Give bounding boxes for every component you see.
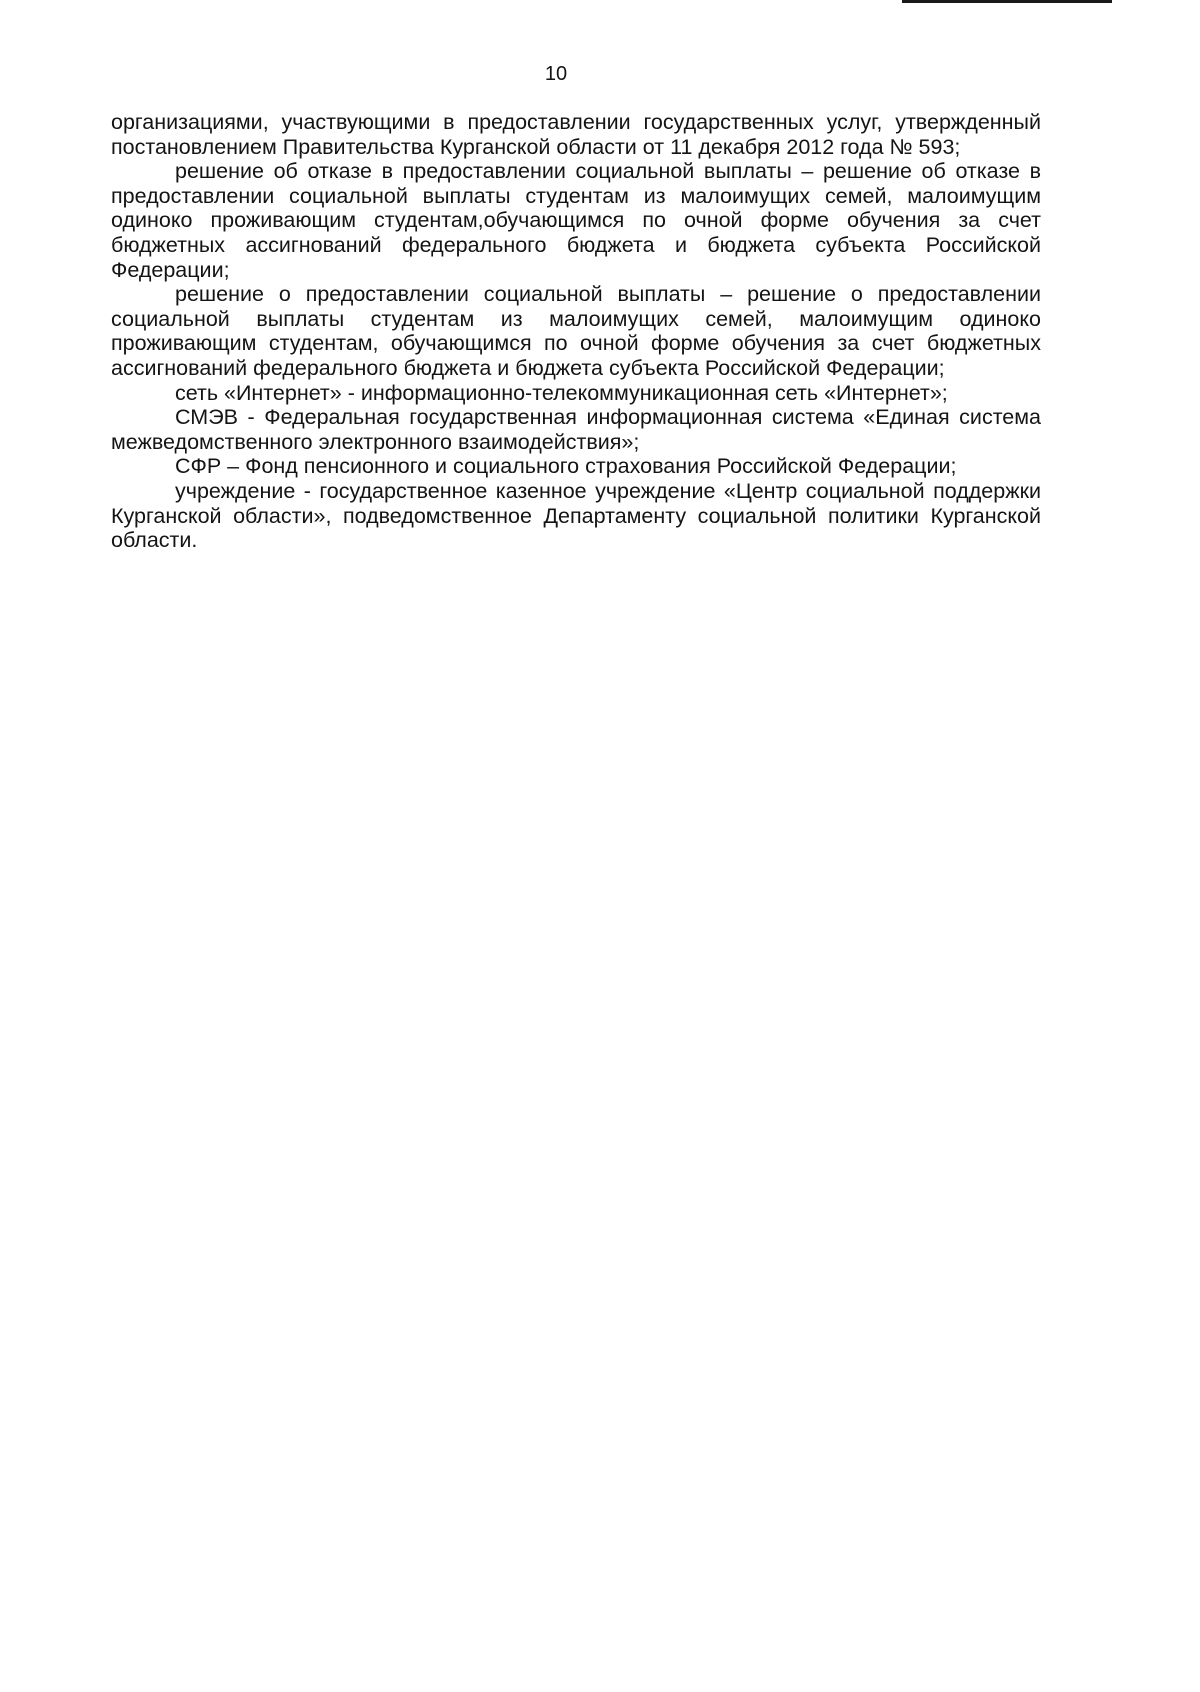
paragraph-definition-sfr: СФР – Фонд пенсионного и социального страхования Российской Федерации; [175,454,957,479]
paragraph-definition-grant-decision: решение о предоставлении социальной выплаты – решение о предоставлении социальной выплаты студентам из малоимущих семей, малоимущим одиноко проживающим студентам, обучающимся по очной форме обучения за счет бюджетных ассигнований федерального бюджета и бюджета субъекта Российской Федерации; [111,282,1041,380]
document-body [111,110,1041,553]
paragraph-definition-smev: СМЭВ - Федеральная государственная информационная система «Единая система межведомственного электронного взаимодействия»; [111,405,1041,454]
paragraph-continuation: организациями, участвующими в предоставлении государственных услуг, утвержденный постановлением Правительства Курганской области от 11 декабря 2012 года № 593; [111,110,1041,159]
paragraph-definition-institution: учреждение - государственное казенное учреждение «Центр социальной поддержки Курганской области», подведомственное Департаменту социальной политики Курганской области. [111,478,1041,553]
paragraph-definition-internet: сеть «Интернет» - информационно-телекоммуникационная сеть «Интернет»; [175,380,948,405]
paragraph-definition-refusal-decision: решение об отказе в предоставлении социальной выплаты – решение об отказе в предоставлении социальной выплаты студентам из малоимущих семей, малоимущим одиноко проживающим студентам,обучающимся по очной форме обучения за счет бюджетных ассигнований федерального бюджета и бюджета субъекта Российской Федерации; [111,159,1041,282]
scan-edge-mark [902,0,1112,3]
page-number: 10 [544,63,568,85]
